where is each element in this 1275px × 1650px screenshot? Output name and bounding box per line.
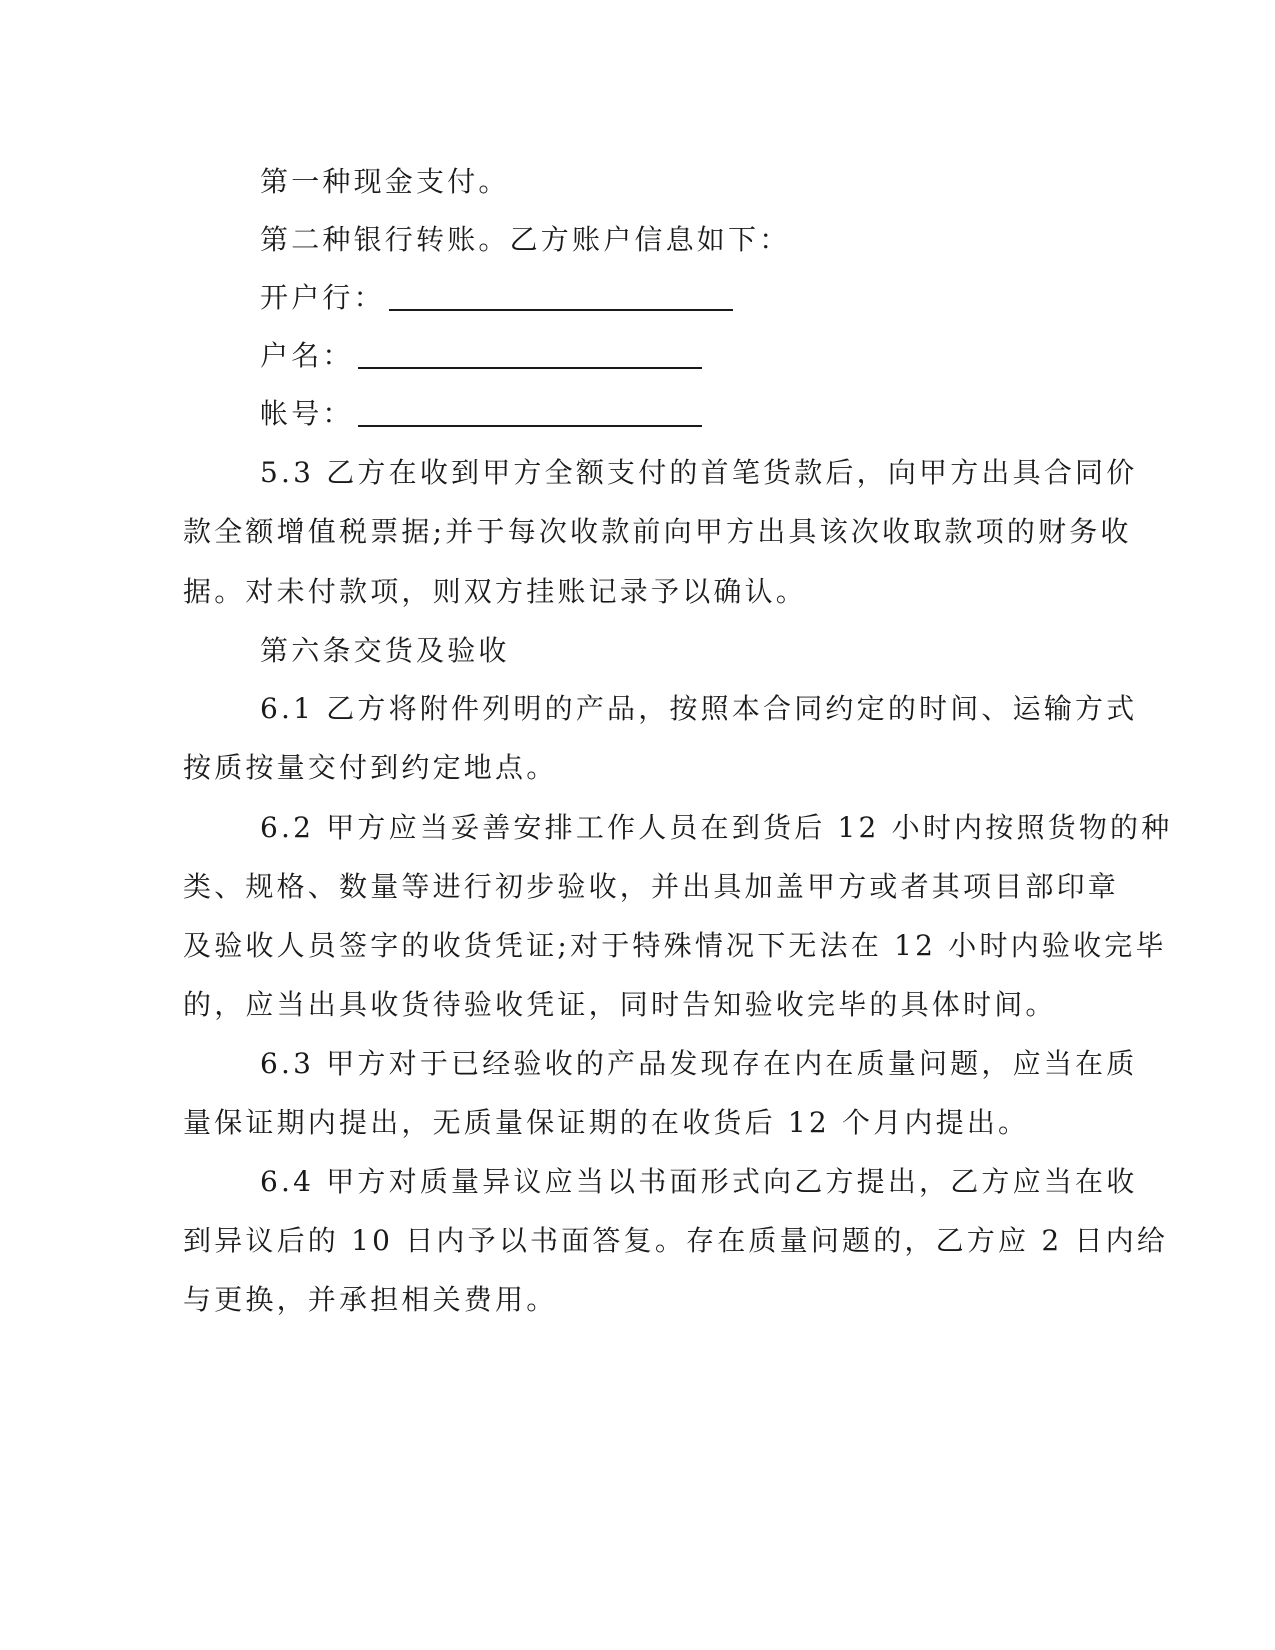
clause-6-3-line-1: 6.3 甲方对于已经验收的产品发现存在内在质量问题，应当在质 [260, 1047, 1138, 1080]
account-number-label: 帐号： [260, 397, 354, 430]
clause-6-1-line-1: 6.1 乙方将附件列明的产品，按照本合同约定的时间、运输方式 [260, 692, 1138, 725]
account-name-field [260, 336, 1140, 376]
account-name-label: 户名： [260, 339, 354, 372]
payment-option-cash: 第一种现金支付。 [260, 165, 510, 198]
clause-6-2-line-1: 6.2 甲方应当妥善安排工作人员在到货后 12 小时内按照货物的种 [260, 811, 1173, 844]
clause-6-4-line-3: 与更换，并承担相关费用。 [183, 1283, 558, 1316]
clause-6-4-line-1: 6.4 甲方对质量异议应当以书面形式向乙方提出，乙方应当在收 [260, 1165, 1138, 1198]
clause-6-2-line-2: 类、规格、数量等进行初步验收，并出具加盖甲方或者其项目部印章 [183, 870, 1120, 903]
clause-5-3-line-1: 5.3 乙方在收到甲方全额支付的首笔货款后，向甲方出具合同价 [260, 456, 1138, 489]
clause-6-2-line-4: 的，应当出具收货待验收凭证，同时告知验收完毕的具体时间。 [183, 988, 1057, 1021]
bank-name-field [260, 278, 1140, 318]
account-number-field [260, 394, 1140, 434]
clause-6-3-line-2: 量保证期内提出，无质量保证期的在收货后 12 个月内提出。 [183, 1106, 1030, 1139]
clause-5-3-line-3: 据。对未付款项，则双方挂账记录予以确认。 [183, 575, 808, 608]
clause-5-3-line-2: 款全额增值税票据;并于每次收款前向甲方出具该次收取款项的财务收 [183, 515, 1132, 548]
payment-option-bank-transfer: 第二种银行转账。乙方账户信息如下： [260, 223, 791, 256]
clause-6-2-line-3: 及验收人员签字的收货凭证;对于特殊情况下无法在 12 小时内验收完毕 [183, 929, 1167, 962]
account-number-blank [358, 395, 702, 427]
bank-name-label: 开户行： [260, 281, 385, 314]
account-name-blank [358, 337, 702, 369]
bank-name-blank [389, 279, 733, 311]
article-6-heading: 第六条交货及验收 [260, 634, 510, 667]
clause-6-1-line-2: 按质按量交付到约定地点。 [183, 751, 558, 784]
clause-6-4-line-2: 到异议后的 10 日内予以书面答复。存在质量问题的，乙方应 2 日内给 [183, 1224, 1169, 1257]
